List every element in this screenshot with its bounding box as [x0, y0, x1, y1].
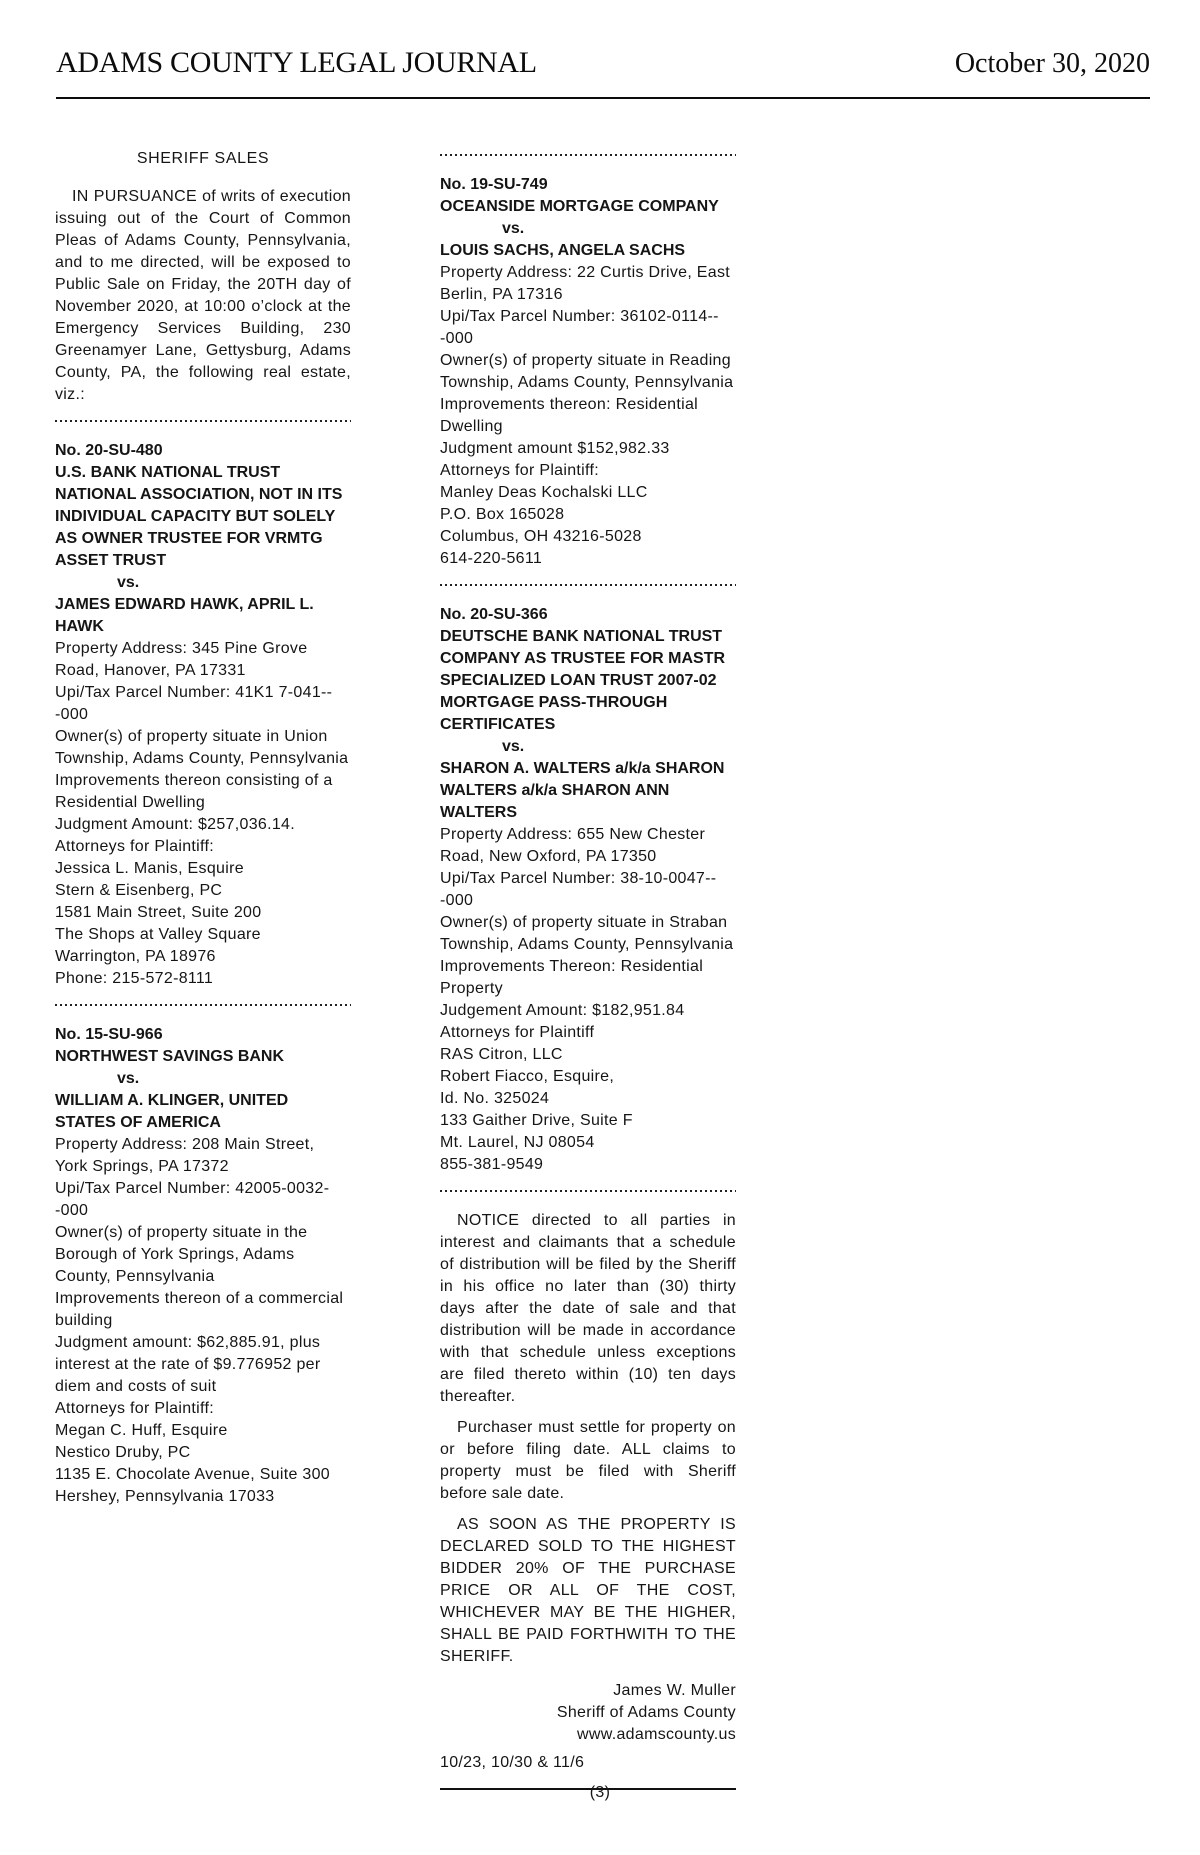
vs-label: vs. [117, 1070, 140, 1087]
notice-paragraph: NOTICE directed to all parties in interest and claimants that a schedule of distribution will be filed by the Sheriff in his office no later than (30) thirty days after the date of sale and that distribution will be made in accordance with that schedule unless exceptions are filed thereto within (10) ten days thereafter. [440, 1212, 736, 1405]
sale-detail-line: Robert Fiacco, Esquire, [440, 1068, 615, 1085]
notice-paragraph: Purchaser must settle for property on or before filing date. ALL claims to property must be filed with Sheriff before sale date. [440, 1419, 736, 1502]
notice-paragraph: AS SOON AS THE PROPERTY IS DECLARED SOLD TO THE HIGHEST BIDDER 20% OF THE PURCHASE PRICE OR ALL OF THE COST, WHICHEVER MAY BE THE HIGHER, SHALL BE PAID FORTHWITH TO THE SHERIFF. [440, 1516, 736, 1665]
vs-label: vs. [502, 738, 525, 755]
column-left [55, 118, 351, 1508]
dotted-divider [440, 154, 736, 156]
sale-detail-line: Improvements thereon consisting of a Residential Dwelling [55, 772, 333, 811]
vs-label: vs. [502, 220, 525, 237]
sale-detail-line: Mt. Laurel, NJ 08054 [440, 1134, 595, 1151]
sale-detail-line: 614-220-5611 [440, 550, 543, 567]
sale-notice [440, 604, 736, 1176]
journal-title: ADAMS COUNTY LEGAL JOURNAL [56, 46, 537, 79]
case-number: No. 15-SU-966 [55, 1026, 163, 1043]
sale-detail-line: Improvements Thereon: Residential Property [440, 958, 704, 997]
sale-detail-line: Judgement Amount: $182,951.84 [440, 1002, 685, 1019]
sale-details [55, 1134, 351, 1508]
signature-block [440, 1680, 736, 1746]
sale-detail-line: Owner(s) of property situate in Union Township, Adams County, Pennsylvania [55, 728, 349, 767]
sale-notice [55, 1024, 351, 1508]
sale-detail-line: Warrington, PA 18976 [55, 948, 216, 965]
sale-notice [55, 440, 351, 990]
sale-detail-line: Megan C. Huff, Esquire [55, 1422, 228, 1439]
sale-detail-line: Columbus, OH 43216-5028 [440, 528, 642, 545]
header-rule [56, 97, 1150, 99]
run-dates: 10/23, 10/30 & 11/6 [440, 1754, 585, 1771]
signature-title: Sheriff of Adams County [556, 1704, 736, 1721]
sale-detail-line: Attorneys for Plaintiff: [440, 462, 599, 479]
page-number: (3) [589, 1784, 611, 1801]
defendant-name: WILLIAM A. KLINGER, UNITED STATES OF AMERICA [55, 1092, 289, 1131]
sale-detail-line: Hershey, Pennsylvania 17033 [55, 1488, 275, 1505]
sale-detail-line: RAS Citron, LLC [440, 1046, 563, 1063]
sale-details [440, 262, 736, 570]
sale-detail-line: Improvements thereon: Residential Dwelling [440, 396, 699, 435]
signature-name: James W. Muller [613, 1682, 736, 1699]
signature-website: www.adamscounty.us [577, 1726, 736, 1743]
defendant-name: JAMES EDWARD HAWK, APRIL L. HAWK [55, 596, 314, 635]
defendant-name: LOUIS SACHS, ANGELA SACHS [440, 242, 686, 259]
sheriff-notices [440, 1210, 736, 1668]
defendant-name: SHARON A. WALTERS a/k/a SHARON WALTERS a/k/a SHARON ANN WALTERS [440, 760, 725, 821]
sale-details [55, 638, 351, 990]
sale-detail-line: 855-381-9549 [440, 1156, 544, 1173]
sale-detail-line: Property Address: 22 Curtis Drive, East Berlin, PA 17316 [440, 264, 731, 303]
sale-detail-line: Property Address: 345 Pine Grove Road, Hanover, PA 17331 [55, 640, 308, 679]
sale-detail-line: Upi/Tax Parcel Number: 41K1 7-041---000 [55, 684, 333, 723]
dotted-divider [55, 1004, 351, 1006]
issue-date: October 30, 2020 [954, 48, 1150, 79]
sale-detail-line: P.O. Box 165028 [440, 506, 565, 523]
sale-detail-line: Upi/Tax Parcel Number: 42005-0032--000 [55, 1180, 330, 1219]
vs-label: vs. [117, 574, 140, 591]
sale-detail-line: Owner(s) of property situate in the Borough of York Springs, Adams County, Pennsylvania [55, 1224, 308, 1285]
sale-notice [440, 174, 736, 570]
column-right [440, 118, 736, 1790]
sale-detail-line: Owner(s) of property situate in Reading Township, Adams County, Pennsylvania [440, 352, 734, 391]
sale-detail-line: Jessica L. Manis, Esquire [55, 860, 244, 877]
sale-detail-line: Stern & Eisenberg, PC [55, 882, 223, 899]
sale-detail-line: 1581 Main Street, Suite 200 [55, 904, 262, 921]
sale-detail-line: Improvements thereon of a commercial building [55, 1290, 344, 1329]
sale-detail-line: Id. No. 325024 [440, 1090, 550, 1107]
sale-details [440, 824, 736, 1176]
sale-detail-line: Attorneys for Plaintiff: [55, 1400, 214, 1417]
sale-detail-line: Upi/Tax Parcel Number: 38-10-0047---000 [440, 870, 717, 909]
case-number: No. 20-SU-366 [440, 606, 548, 623]
sale-detail-line: Owner(s) of property situate in Straban Township, Adams County, Pennsylvania [440, 914, 734, 953]
plaintiff-name: DEUTSCHE BANK NATIONAL TRUST COMPANY AS TRUSTEE FOR MASTR SPECIALIZED LOAN TRUST 2007-02 MORTGAGE PASS-THROUGH CERTIFICATES [440, 628, 726, 733]
sale-detail-line: Judgment amount: $62,885.91, plus interest at the rate of $9.776952 per diem and costs of suit [55, 1334, 321, 1395]
intro-paragraph: IN PURSUANCE of writs of execution issuing out of the Court of Common Pleas of Adams County, Pennsylvania, and to me directed, will be exposed to Public Sale on Friday, the 20TH day of November 2020, at 10:00 o’clock at the Emergency Services Building, 230 Greenamyer Lane, Gettysburg, Adams County, PA, the following real estate, viz.: [55, 188, 351, 403]
plaintiff-name: NORTHWEST SAVINGS BANK [55, 1048, 285, 1065]
case-number: No. 20-SU-480 [55, 442, 163, 459]
section-title: SHERIFF SALES [136, 150, 270, 167]
sale-detail-line: Nestico Druby, PC [55, 1444, 191, 1461]
sale-detail-line: Property Address: 655 New Chester Road, New Oxford, PA 17350 [440, 826, 706, 865]
sale-detail-line: Judgment amount $152,982.33 [440, 440, 670, 457]
sale-detail-line: Judgment Amount: $257,036.14. [55, 816, 295, 833]
sale-detail-line: Upi/Tax Parcel Number: 36102-0114---000 [440, 308, 719, 347]
sale-detail-line: Attorneys for Plaintiff [440, 1024, 595, 1041]
dotted-divider [440, 584, 736, 586]
sale-detail-line: 1135 E. Chocolate Avenue, Suite 300 [55, 1466, 330, 1483]
sale-detail-line: Phone: 215-572-8111 [55, 970, 214, 987]
case-number: No. 19-SU-749 [440, 176, 548, 193]
sale-detail-line: 133 Gaither Drive, Suite F [440, 1112, 633, 1129]
sale-detail-line: The Shops at Valley Square [55, 926, 261, 943]
sale-detail-line: Manley Deas Kochalski LLC [440, 484, 648, 501]
page-header [56, 46, 1150, 80]
plaintiff-name: OCEANSIDE MORTGAGE COMPANY [440, 198, 719, 215]
sale-detail-line: Attorneys for Plaintiff: [55, 838, 214, 855]
plaintiff-name: U.S. BANK NATIONAL TRUST NATIONAL ASSOCIATION, NOT IN ITS INDIVIDUAL CAPACITY BUT SOLELY AS OWNER TRUSTEE FOR VRMTG ASSET TRUST [55, 464, 343, 569]
sale-detail-line: Property Address: 208 Main Street, York Springs, PA 17372 [55, 1136, 315, 1175]
dotted-divider [440, 1190, 736, 1192]
dotted-divider [55, 420, 351, 422]
